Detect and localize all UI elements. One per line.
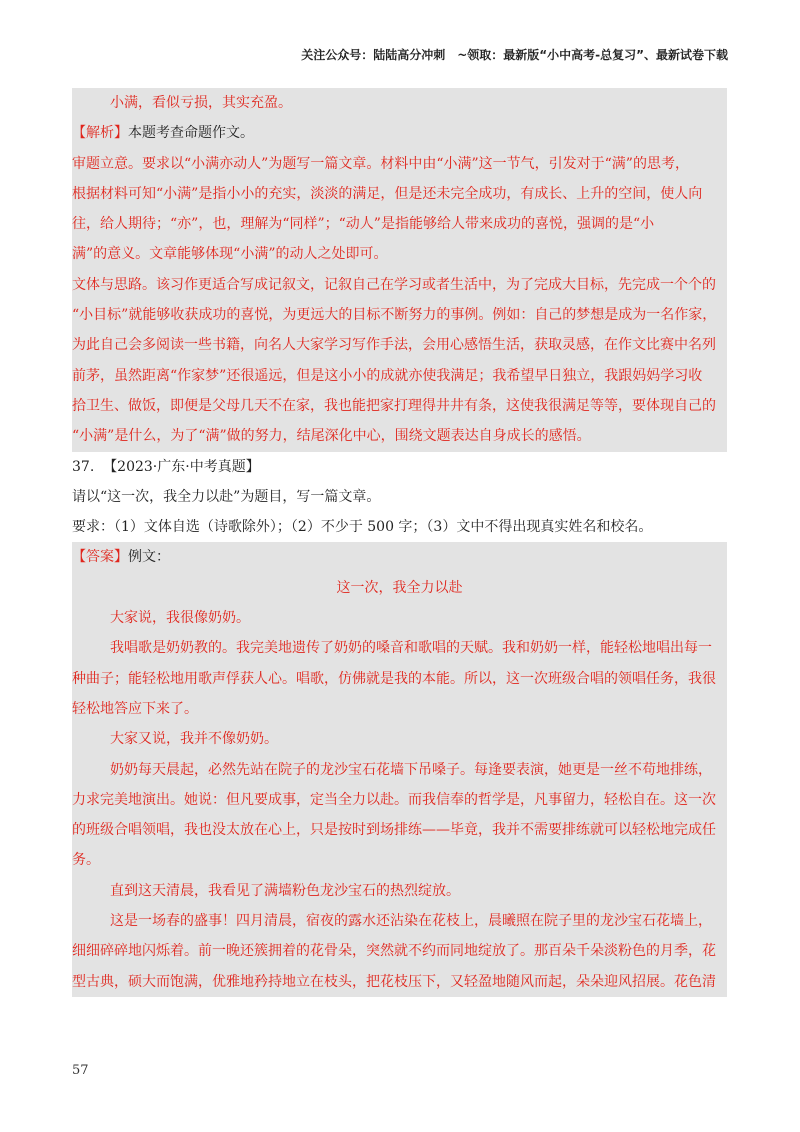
- essay-line: 大家说，我很像奶奶。: [72, 603, 727, 633]
- essay-line: 务。: [72, 845, 727, 875]
- analysis-heading: [72, 118, 727, 148]
- answer-label: 例文：: [128, 549, 170, 566]
- essay-line: 种曲子；能轻松地用歌声俘获人心。唱歌，仿佛就是我的本能。所以，这一次班级合唱的领唱任务，我很: [72, 664, 727, 694]
- essay-line: 我唱歌是奶奶教的。我完美地遗传了奶奶的嗓音和歌唱的天赋。我和奶奶一样，能轻松地唱出每一: [72, 633, 727, 663]
- analysis-line: 为此自己会多阅读一些书籍，向名人大家学习写作手法，会用心感悟生活，获取灵感，在作文比赛中名列: [72, 330, 727, 360]
- analysis-line: 根据材料可知“小满”是指小小的充实，淡淡的满足，但是还未完全成功，有成长、上升的空间，使人向: [72, 179, 727, 209]
- page-content: [72, 88, 727, 997]
- analysis-line: “小目标”就能够收获成功的喜悦，为更远大的目标不断努力的事例。例如：自己的梦想是成为一名作家，: [72, 300, 727, 330]
- page-header: 关注公众号：陆陆高分冲刺 ~领取：最新版“小中高考-总复习”、最新试卷下载: [301, 48, 728, 62]
- answer-heading: [72, 542, 727, 572]
- question-requirement: 要求：（1）文体自选（诗歌除外）；（2）不少于 500 字；（3）文中不得出现真实姓名和校名。: [72, 519, 653, 536]
- analysis-line: 满”的意义。文章能够体现“小满”的动人之处即可。: [72, 239, 727, 269]
- analysis-text: 本题考查命题作文。: [128, 125, 254, 142]
- essay-line: 大家又说，我并不像奶奶。: [72, 724, 727, 754]
- analysis-line: 往，给人期待；“亦”，也，理解为“同样”；“动人”是指能够给人带来成功的喜悦，强调的是“小: [72, 209, 727, 239]
- analysis-tag: 【解析】: [72, 125, 128, 142]
- analysis-line: “小满”是什么，为了“满”做的努力，结尾深化中心，围绕文题表达自身成长的感悟。: [72, 421, 727, 451]
- question-prompt: 请以“这一次，我全力以赴”为题目，写一篇文章。: [72, 488, 381, 505]
- essay-line: 奶奶每天晨起，必然先站在院子的龙沙宝石花墙下吊嗓子。每逢要表演，她更是一丝不苟地排练，: [72, 755, 727, 785]
- essay-line: 力求完美地演出。她说：但凡要成事，定当全力以赴。而我信奉的哲学是，凡事留力，轻松自在。这一次: [72, 785, 727, 815]
- essay-line: 直到这天清晨，我看见了满墙粉色龙沙宝石的热烈绽放。: [72, 876, 727, 906]
- analysis-line: 审题立意。要求以“小满亦动人”为题写一篇文章。材料中由“小满”这一节气，引发对于“满”的思考，: [72, 149, 727, 179]
- analysis-line: 文体与思路。该习作更适合写成记叙文，记叙自己在学习或者生活中，为了完成大目标，先完成一个个的: [72, 270, 727, 300]
- page-number: 57: [72, 1063, 89, 1078]
- essay-line: 轻松地答应下来了。: [72, 694, 727, 724]
- answer-closing-line: 小满，看似亏损，其实充盈。: [72, 88, 727, 118]
- analysis-line: 前茅，虽然距离“作家梦”还很遥远，但是这小小的成就亦使我满足；我希望早日独立，我跟妈妈学习收: [72, 361, 727, 391]
- analysis-line: 拾卫生、做饭，即便是父母几天不在家，我也能把家打理得井井有条，这使我很满足等等，要体现自己的: [72, 391, 727, 421]
- essay-line: 的班级合唱领唱，我也没太放在心上，只是按时到场排练——毕竟，我并不需要排练就可以轻松地完成任: [72, 815, 727, 845]
- essay-line: 细细碎碎地闪烁着。前一晚还簇拥着的花骨朵，突然就不约而同地绽放了。那百朵千朵淡粉色的月季，花: [72, 936, 727, 966]
- essay-line: 这是一场春的盛事！四月清晨，宿夜的露水还沾染在花枝上，晨曦照在院子里的龙沙宝石花墙上，: [72, 906, 727, 936]
- question-heading: [72, 452, 727, 482]
- essay-line: 型古典，硕大而饱满，优雅地矜持地立在枝头，把花枝压下，又轻盈地随风而起，朵朵迎风招展。花色清: [72, 967, 727, 997]
- answer-tag: 【答案】: [72, 549, 128, 566]
- question-source: 【2023·广东·中考真题】: [103, 458, 260, 475]
- essay-title: 这一次，我全力以赴: [72, 573, 727, 603]
- question-number: 37.: [72, 458, 95, 475]
